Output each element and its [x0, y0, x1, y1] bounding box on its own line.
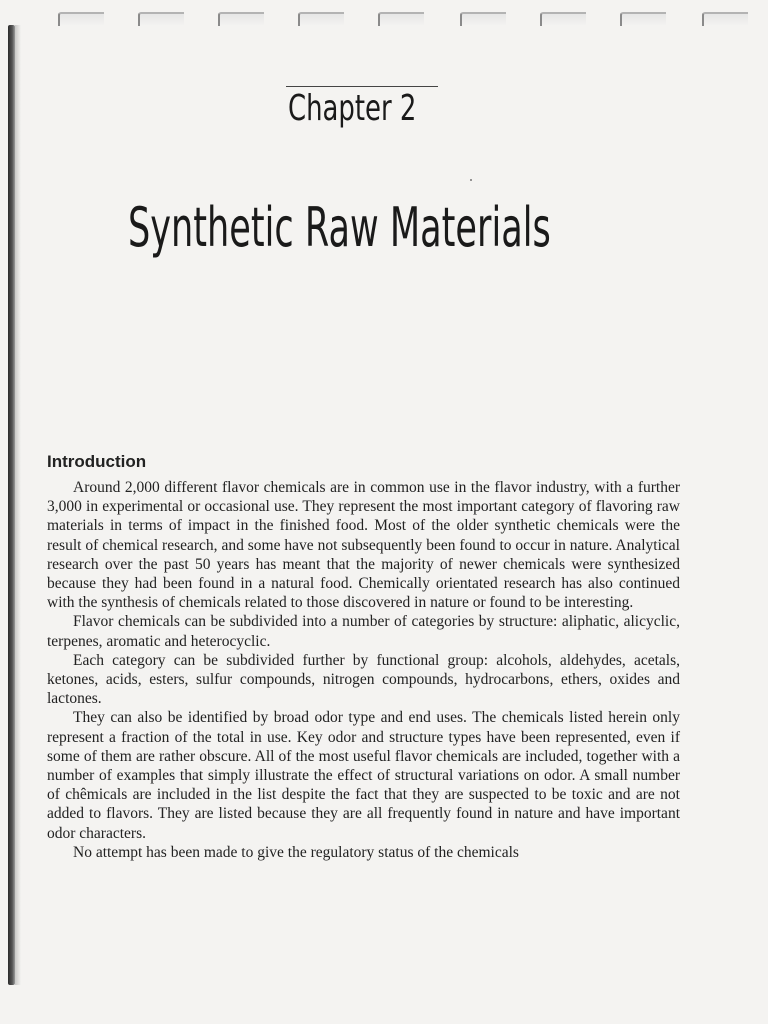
paragraph: Each category can be subdivided further by functional group: alcohols, aldehydes, acetals, ketones, acids, esters, sulfur compounds, nitrogen compounds, hydrocarbons, ethers, oxides and lactones. — [47, 651, 680, 708]
binder-tab — [218, 12, 264, 26]
chapter-title: Synthetic Raw Materials — [128, 196, 551, 259]
paragraph: Around 2,000 different flavor chemicals are in common use in the flavor industry, with a further 3,000 in experimental or occasional use. They represent the most important category of flavoring raw materials in terms of impact in the finished food. Most of the older synthetic chemicals were the result of chemical research, and some have not subsequently been found to occur in nature. Analytical research over the past 50 years has meant that the majority of newer chemicals were synthesized because they had been found in a natural food. Chemically orientated research has also continued with the synthesis of chemicals related to those discovered in nature or found to be interesting. — [47, 479, 680, 612]
chapter-rule — [286, 86, 438, 87]
section-heading: Introduction — [47, 452, 147, 471]
scan-speck — [470, 179, 472, 181]
paragraph: They can also be identified by broad odor type and end uses. The chemicals listed herein only represent a fraction of the total in use. Key odor and structure types have been represented, even if some of them are rather obscure. All of the most useful flavor chemicals are included, together with a number of examples that simply illustrate the effect of structural variations on odor. A small number of chêmicals are included in the list despite the fact that they are suspected to be toxic and are not added to flavors. They are listed because they are all frequently found in nature and have important odor characters. — [47, 709, 680, 842]
body-text — [47, 478, 680, 862]
binder-tab — [702, 12, 748, 26]
binder-tab — [378, 12, 424, 26]
binder-tab — [58, 12, 104, 26]
paragraph: Flavor chemicals can be subdivided into a number of categories by structure: aliphatic, alicyclic, terpenes, aromatic and heterocyclic. — [47, 613, 680, 650]
binder-tab — [460, 12, 506, 26]
binder-tab — [298, 12, 344, 26]
chapter-label: Chapter 2 — [288, 88, 417, 129]
binder-tab — [540, 12, 586, 26]
binding-edge — [8, 25, 15, 985]
binder-tab — [138, 12, 184, 26]
paragraph: No attempt has been made to give the regulatory status of the chemicals — [73, 843, 519, 861]
binder-tab — [620, 12, 666, 26]
binding-shadow — [15, 25, 21, 985]
